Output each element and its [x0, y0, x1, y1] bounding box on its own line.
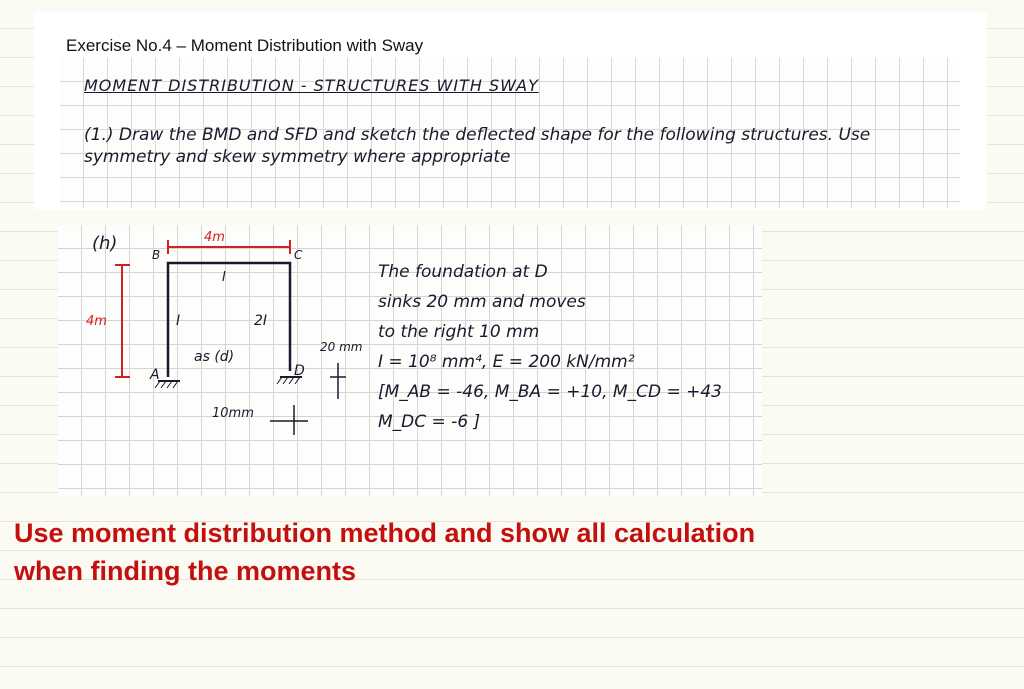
- note-line-1: The foundation at D: [378, 262, 548, 282]
- note-line-3: to the right 10 mm: [378, 322, 540, 342]
- problem-notes: [378, 257, 722, 437]
- instruction-line-2: when finding the moments: [14, 556, 356, 586]
- settlement-label: 20 mm: [320, 340, 363, 354]
- note-line-5: [M_AB = -46, M_BA = +10, M_CD = +43: [378, 382, 722, 402]
- node-b-label: B: [152, 248, 161, 262]
- node-d-label: D: [294, 363, 305, 379]
- task-number: (1.): [84, 125, 114, 145]
- scanned-frame-problem: [58, 225, 762, 496]
- support-note: as (d): [194, 349, 235, 365]
- instruction-text: [14, 514, 1004, 590]
- instruction-line-1: Use moment distribution method and show all calculation: [14, 518, 756, 548]
- portal-frame-diagram: [58, 225, 378, 496]
- left-column-inertia-label: I: [176, 313, 181, 329]
- note-line-4: I = 10⁸ mm⁴, E = 200 kN/mm²: [378, 352, 635, 372]
- note-line-2: sinks 20 mm and moves: [378, 292, 586, 312]
- horizontal-move-label: 10mm: [212, 406, 254, 421]
- scanned-problem-header: [60, 58, 960, 208]
- right-column-inertia-label: 2I: [254, 313, 268, 329]
- task-text: Draw the BMD and SFD and sketch the deflected shape for the following structures. Use symmetry and skew symmetry where appropriate: [84, 125, 871, 167]
- task-statement: [84, 124, 944, 168]
- top-dimension-label: 4m: [204, 230, 225, 245]
- beam-inertia-label: I: [222, 270, 226, 285]
- exercise-title: Exercise No.4 – Moment Distribution with Sway: [66, 36, 424, 55]
- exercise-header-sheet: [34, 12, 987, 210]
- node-a-label: A: [150, 367, 160, 383]
- part-label: (h): [92, 233, 118, 254]
- scan-heading: MOMENT DISTRIBUTION - STRUCTURES WITH SWAY: [84, 76, 539, 95]
- node-c-label: C: [294, 248, 303, 262]
- note-line-6: M_DC = -6 ]: [378, 412, 481, 432]
- side-dimension-label: 4m: [86, 314, 107, 329]
